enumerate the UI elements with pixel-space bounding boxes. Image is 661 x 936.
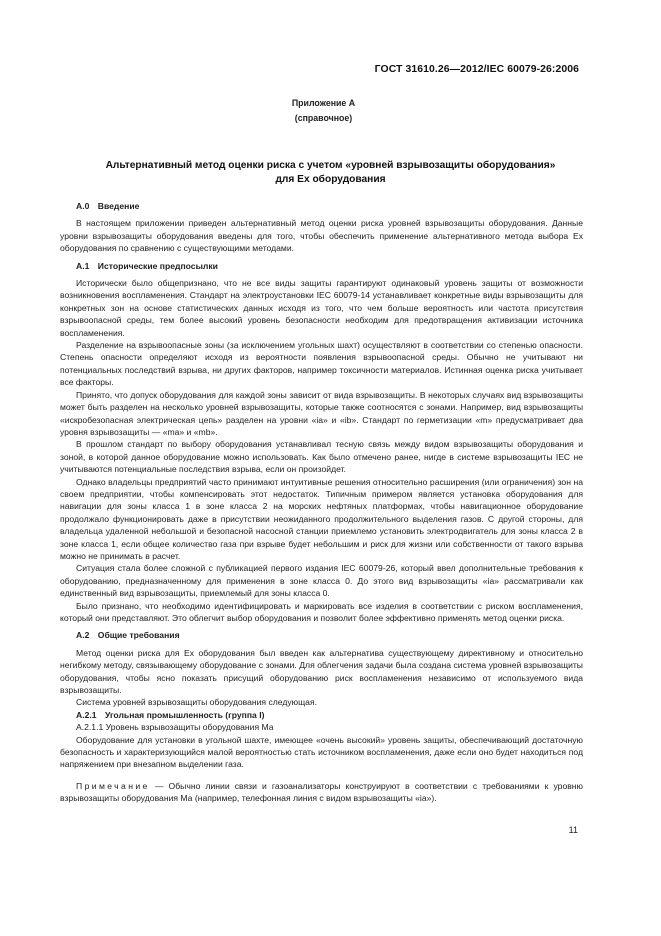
section-number: А.1 [76, 260, 90, 271]
paragraph: Ситуация стала более сложной с публикацией первого издания IEC 60079-26, который ввел дополнительные требования к оборудованию, предназначенному для применения в зоне класса 0. До этого вид взрывозащиты «ia» рассматривали как единственный вид взрывозащиты, приемлемый для зоны класса 0. [60, 563, 583, 599]
section-title: Исторические предпосылки [97, 260, 218, 271]
subsubsection-heading: А.2.1.1 Уровень взрывозащиты оборудования Ма [76, 722, 274, 733]
section-heading-a1 [60, 260, 583, 272]
paragraph: Оборудование для установки в угольной шахте, имеющее «очень высокий» уровень защиты, обеспечивающий достаточную безопасность и характеризующийся малой вероятностью стать источником воспламенения, даже если оно будет находиться под напряжением при внезапном выделении газа. [60, 734, 583, 770]
section-heading-a0 [60, 200, 583, 212]
note-label: Примечание [76, 780, 150, 791]
paragraph: Принято, что допуск оборудования для каждой зоны зависит от вида взрывозащиты. В некоторых случаях вид взрывозащиты может быть разделен на несколько уровней взрывозащиты, которые также соотносятся с зонами. Например, вид взрывозащиты «искробезопасная электрическая цепь» разделен на уровни «ia» и «ib». Стандарт по герметизации «m» предусматривает два уровня взрывозащиты — «ma» и «mb». [60, 389, 583, 437]
note-text: — Обычно линии связи и газоанализаторы конструируют в соответствии с требованиями к уровню взрывозащиты оборудования Ма (например, телефонная линия с видом взрывозащиты «ia»). [60, 780, 583, 804]
document-header: ГОСТ 31610.26—2012/IEC 60079-26:2006 [374, 64, 579, 75]
annex-title: Приложение А [291, 98, 356, 108]
annex-subtitle: (справочное) [294, 112, 353, 123]
subsection-heading-a21 [60, 709, 583, 721]
annex-main-title [40, 159, 621, 188]
paragraph: Разделение на взрывоопасные зоны (за исключением угольных шахт) осуществляют в соответствии со степенью опасности. Степень опасности определяют исходя из вероятности появления взрывоопасной среды. Обычно не учитывают ни потенциальных последствий взрыва, ни других факторов, например токсичности материалов. Истинная оценка риска учитывает все факторы. [60, 340, 583, 388]
section-number: А.0 [76, 201, 90, 211]
section-number: А.2 [76, 630, 90, 641]
annex-label [0, 96, 661, 125]
title-line-2: для Ex оборудования [275, 174, 386, 186]
paragraph: Однако владельцы предприятий часто принимают интуитивные решения относительно расширения (или ограничения) зон на своем предприятии, чтобы компенсировать этот недостаток. Типичным примером является установка оборудования для навигации для зоны класса 1 в зоне класса 2 на морских нефтяных платформах, чтобы навигационное оборудование продолжало функционировать даже в присутствии неожиданного продолжительного выделения газов. С другой стороны, для владельца удаленной небольшой и безопасной насосной станции приемлемо установить электродвигатель для зоны класса 2 в зоне класса 1, если общее количество газа при взрыве будет небольшим и риск для жизни или собственности от такого взрыва можно не принимать в расчет. [60, 476, 583, 561]
section-heading-a2 [60, 629, 583, 641]
document-body [60, 200, 583, 813]
paragraph: Метод оценки риска для Ex оборудования был введен как альтернатива существующему директивному и относительно негибкому методу, связывающему оборудование с зонами. Для облегчения задачи была создана система уровней взрывозащиты оборудования, чтобы ясно показать присущий оборудованию риск воспламенения независимо от используемого вида взрывозащиты. [60, 647, 583, 696]
subsection-number: А.2.1 [76, 709, 97, 720]
paragraph: Исторически было общепризнано, что не все виды защиты гарантируют одинаковый уровень защиты от возможности возникновения воспламенения. Стандарт на электроустановки IEC 60079-14 устанавливает конкретные виды взрывозащиты для конкретных зон на основе статистических данных исходя из того, что чем больше вероятность или частота присутствия взрывоопасной среды, тем более высокий уровень безопасности необходим для предотвращения активизации источника воспламенения. [60, 278, 583, 338]
paragraph: В прошлом стандарт по выбору оборудования устанавливал тесную связь между видом взрывозащиты оборудования и зоной, в которой данное оборудование можно использовать. Как было отмечено ранее, нигде в системе взрывозащиты IEC не учитываются потенциальные последствия взрыва, если он произойдет. [60, 439, 583, 475]
section-title: Введение [97, 201, 140, 211]
title-line-1: Альтернативный метод оценки риска с учетом «уровней взрывозащиты оборудования» [105, 160, 556, 171]
note [60, 780, 583, 805]
page-number: 11 [568, 825, 578, 835]
section-title: Общие требования [97, 630, 180, 641]
subsection-title: Угольная промышленность (группа I) [104, 709, 265, 720]
paragraph: Система уровней взрывозащиты оборудования следующая. [76, 697, 317, 708]
paragraph: В настоящем приложении приведен альтернативный метод оценки риска уровней взрывозащиты оборудования. Данные уровни взрывозащиты оборудования введены для того, чтобы обеспечить применение альтернативного метода выбора Ex оборудования по сравнению с существующими методами. [60, 218, 583, 254]
paragraph: Было признано, что необходимо идентифицировать и маркировать все изделия в соответствии с риском воспламенения, который они представляют. Это облегчит выбор оборудования и позволит более эффективно применять метод оценки риска. [60, 600, 583, 623]
